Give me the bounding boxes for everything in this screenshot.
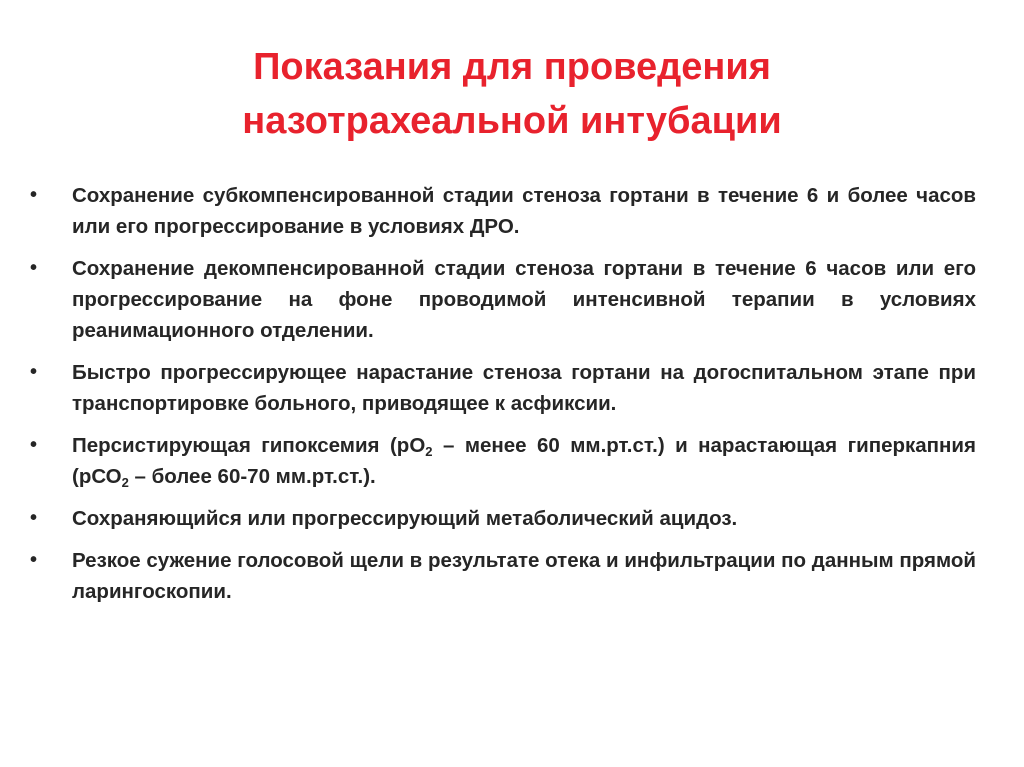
list-item xyxy=(30,545,976,607)
text-segment: – менее 60 мм.рт.ст.) и нарастающая гиперкапния (рСО xyxy=(72,434,976,488)
list-item xyxy=(30,357,976,419)
subscript: 2 xyxy=(425,444,433,459)
list-item-text xyxy=(72,434,976,488)
subscript: 2 xyxy=(121,475,129,490)
slide-title-line-2: назотрахеальной интубации xyxy=(242,100,782,142)
bullet-icon: • xyxy=(30,434,38,456)
list-item-text: Сохранение субкомпенсированной стадии стеноза гортани в течение 6 и более часов или его прогрессирование в условиях ДРО. xyxy=(72,184,976,238)
list-item xyxy=(30,253,976,346)
list-item xyxy=(30,503,976,534)
list-item-text: Сохраняющийся или прогрессирующий метаболический ацидоз. xyxy=(72,507,738,530)
list-item xyxy=(30,180,976,242)
indications-list xyxy=(30,180,976,618)
bullet-icon: • xyxy=(30,361,38,383)
text-segment: Персистирующая гипоксемия (рО xyxy=(72,434,426,457)
slide-title xyxy=(90,40,934,148)
bullet-icon: • xyxy=(30,257,38,279)
list-item xyxy=(30,430,976,492)
bullet-icon: • xyxy=(30,184,38,206)
bullet-icon: • xyxy=(30,549,38,571)
list-item-text: Резкое сужение голосовой щели в результате отека и инфильтрации по данным прямой ларингоскопии. xyxy=(72,549,976,603)
text-segment: – более 60-70 мм.рт.ст.). xyxy=(128,465,376,488)
list-item-text: Сохранение декомпенсированной стадии стеноза гортани в течение 6 часов или его прогрессирование на фоне проводимой интенсивной терапии в условиях реанимационного отделении. xyxy=(72,257,976,342)
bullet-icon: • xyxy=(30,507,38,529)
list-item-text: Быстро прогрессирующее нарастание стеноза гортани на догоспитальном этапе при транспортировке больного, приводящее к асфиксии. xyxy=(72,361,976,415)
slide-title-line-1: Показания для проведения xyxy=(253,46,771,88)
